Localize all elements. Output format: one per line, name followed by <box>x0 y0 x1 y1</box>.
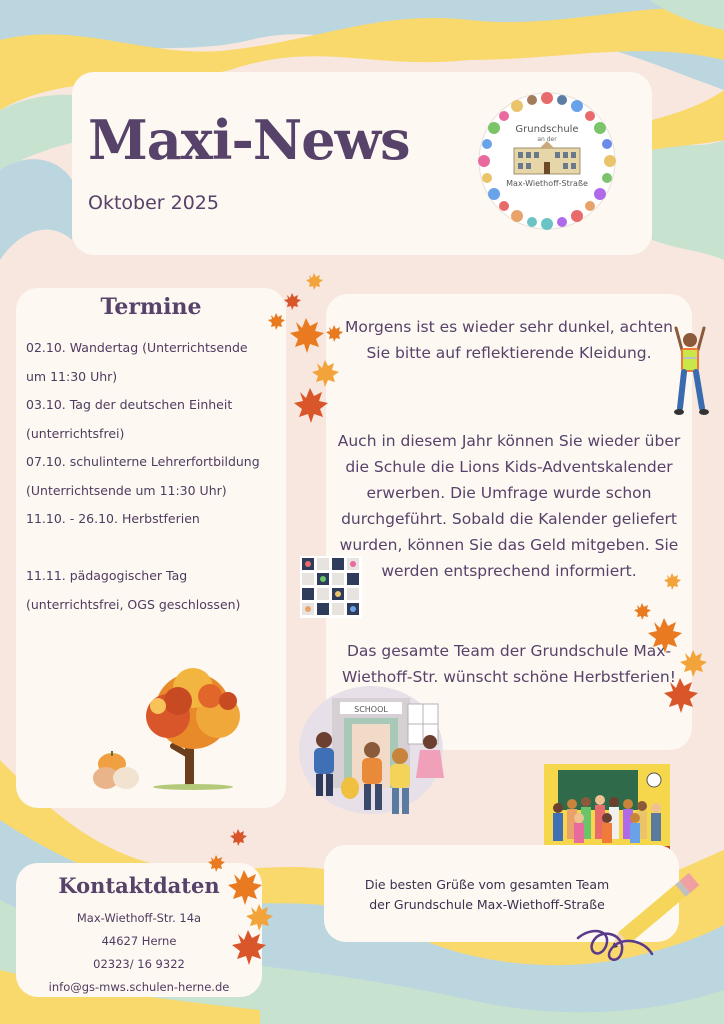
school-kids-illustration <box>296 684 446 832</box>
maple-leaf-icon <box>680 650 707 677</box>
termine-line <box>26 534 284 563</box>
pumpkin-icon <box>86 742 146 792</box>
kontakt-email[interactable]: info@gs-mws.schulen-herne.de <box>48 980 230 994</box>
termine-title: Termine <box>100 294 202 320</box>
termine-list <box>26 334 284 619</box>
maple-leaf-icon <box>634 603 651 620</box>
page-subtitle: Oktober 2025 <box>88 192 219 214</box>
termine-line: 11.10. - 26.10. Herbstferien <box>26 511 200 526</box>
maple-leaf-cluster-top <box>262 268 352 428</box>
maple-leaf-icon <box>228 870 262 905</box>
kontakt-city: 44627 Herne <box>101 934 177 948</box>
maple-leaf-icon <box>246 904 273 931</box>
termine-line: 11.11. pädagogischer Tag <box>26 568 188 583</box>
maple-leaf-icon <box>664 573 681 590</box>
maple-leaf-icon <box>268 313 285 330</box>
logo-line2: an der <box>537 136 557 143</box>
reflective-vest-kid-icon <box>668 324 714 418</box>
maple-leaf-icon <box>312 360 339 387</box>
school-logo <box>472 86 622 236</box>
termine-line: (Unterrichtsende um 11:30 Uhr) <box>26 482 227 498</box>
reflective-clothing-note: Morgens ist es wieder sehr dunkel, achten Sie bitte auf reflektierende Kleidung. <box>345 318 673 362</box>
holiday-wishes: Das gesamte Team der Grundschule Max-Wiethoff-Str. wünscht schöne Herbstferien! <box>342 642 676 686</box>
page-title: Maxi-News <box>88 108 410 172</box>
maple-leaf-icon <box>232 930 266 965</box>
maple-leaf-icon <box>284 293 301 310</box>
greetings-line1: Die besten Grüße vom gesamten Team <box>364 877 610 892</box>
termine-line: um 11:30 Uhr) <box>26 368 118 384</box>
maple-leaf-icon <box>294 388 328 423</box>
termine-line: 03.10. Tag der deutschen Einheit <box>26 397 233 412</box>
school-sign: SCHOOL <box>354 705 388 714</box>
logo-line3: Max-Wiethoff-Straße <box>506 179 588 188</box>
maple-leaf-icon <box>208 855 225 872</box>
maple-leaf-cluster-right <box>620 558 716 718</box>
advent-calendar-icon <box>300 556 362 618</box>
advent-calendar-note: Auch in diesem Jahr können Sie wieder über die Schule die Lions Kids-Adventskalender erwerben. Die Umfrage wurde schon durchgeführt. Sobald die Kalender geliefert wurden, können Sie das Geld mitgeben. Sie werden entsprechend informiert. <box>337 432 681 580</box>
maple-leaf-icon <box>326 325 343 342</box>
kontakt-street: Max-Wiethoff-Str. 14a <box>76 911 202 925</box>
maple-leaf-icon <box>290 318 324 353</box>
termine-line: 02.10. Wandertag (Unterrichtsende <box>26 340 248 355</box>
termine-card <box>16 288 286 808</box>
maple-leaf-icon <box>664 678 698 713</box>
header-card <box>72 72 652 255</box>
autumn-tree-icon <box>128 666 258 791</box>
termine-line: (unterrichtsfrei) <box>26 425 125 441</box>
maple-leaf-icon <box>306 273 323 290</box>
kontakt-phone: 02323/ 16 9322 <box>93 957 185 971</box>
termine-line: (unterrichtsfrei, OGS geschlossen) <box>26 596 241 612</box>
kontakt-title: Kontaktdaten <box>58 873 220 898</box>
termine-line: 07.10. schulinterne Lehrerfortbildung <box>26 454 260 469</box>
greetings-line2: der Grundschule Max-Wiethoff-Straße <box>369 897 605 912</box>
maple-leaf-cluster-bottom <box>200 820 280 970</box>
maple-leaf-icon <box>230 829 247 846</box>
teachers-group-illustration <box>544 764 670 856</box>
maple-leaf-icon <box>648 618 682 653</box>
logo-line1: Grundschule <box>515 124 579 135</box>
pencil-icon <box>572 856 714 974</box>
